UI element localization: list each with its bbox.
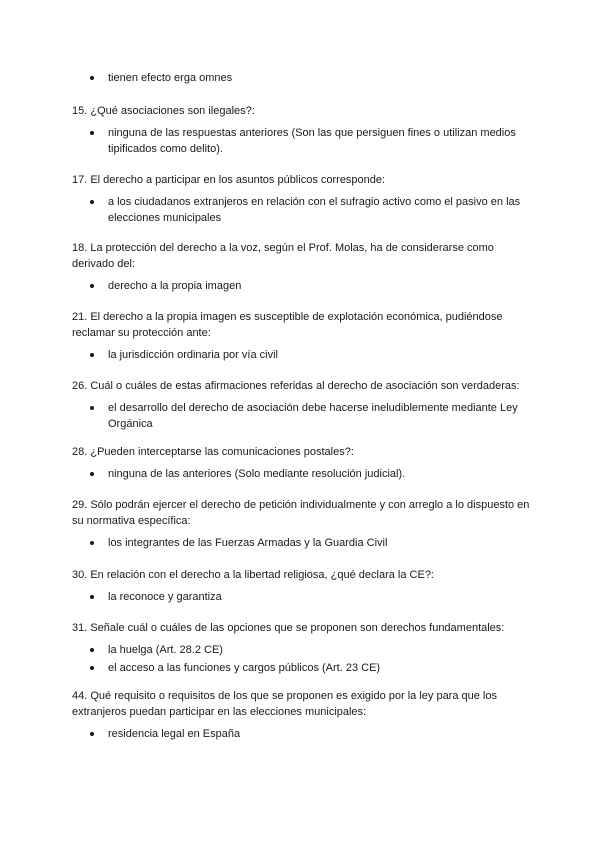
answer-item: ninguna de las anteriores (Solo mediante resolución judicial).: [72, 466, 532, 482]
question-text: 29. Sólo podrán ejercer el derecho de petición individualmente y con arreglo a lo dispuesto en su normativa específica:: [72, 499, 530, 527]
question-text: 44. Qué requisito o requisitos de los que se proponen es exigido por la ley para que los extranjeros puedan participar en las elecciones municipales:: [72, 690, 497, 718]
question-block: [72, 688, 532, 744]
answer-item: a los ciudadanos extranjeros en relación con el sufragio activo como el pasivo en las elecciones municipales: [72, 194, 532, 226]
question-block: [72, 567, 532, 607]
answer-list: [72, 466, 532, 482]
question-text: 30. En relación con el derecho a la libertad religiosa, ¿qué declara la CE?:: [72, 569, 434, 581]
answer-item: residencia legal en España: [72, 726, 532, 742]
question-text: 21. El derecho a la propia imagen es susceptible de explotación económica, pudiéndose reclamar su protección ante:: [72, 311, 503, 339]
answer-item: los integrantes de las Fuerzas Armadas y la Guardia Civil: [72, 535, 532, 551]
answer-list: [72, 726, 532, 742]
question-text: 15. ¿Qué asociaciones son ilegales?:: [72, 105, 255, 117]
answer-item: la jurisdicción ordinaria por vía civil: [72, 347, 532, 363]
answer-item: ninguna de las respuestas anteriores (Son las que persiguen fines o utilizan medios tipificados como delito).: [72, 125, 532, 157]
answer-item: la huelga (Art. 28.2 CE): [72, 642, 532, 658]
question-text: 17. El derecho a participar en los asuntos públicos corresponde:: [72, 174, 386, 186]
answer-list: [72, 125, 532, 157]
question-block: [72, 497, 532, 553]
answer-list: [72, 400, 532, 432]
answer-list: [72, 347, 532, 363]
answer-list: [72, 589, 532, 605]
question-block: [72, 378, 532, 434]
question-block: [72, 172, 532, 228]
answer-list: [72, 194, 532, 226]
answer-list: [72, 535, 532, 551]
answer-list: [72, 70, 532, 86]
question-block: [72, 70, 532, 88]
question-text: 18. La protección del derecho a la voz, según el Prof. Molas, ha de considerarse como derivado del:: [72, 242, 494, 270]
answer-item: el desarrollo del derecho de asociación debe hacerse ineludiblemente mediante Ley Orgánica: [72, 400, 532, 432]
answer-item: el acceso a las funciones y cargos públicos (Art. 23 CE): [72, 660, 532, 676]
answer-item: tienen efecto erga omnes: [72, 70, 532, 86]
question-text: 26. Cuál o cuáles de estas afirmaciones referidas al derecho de asociación son verdaderas:: [72, 380, 520, 392]
answer-item: derecho a la propia imagen: [72, 278, 532, 294]
question-block: [72, 309, 532, 365]
answer-list: [72, 642, 532, 676]
question-text: 28. ¿Pueden interceptarse las comunicaciones postales?:: [72, 446, 354, 458]
question-block: [72, 444, 532, 484]
answer-list: [72, 278, 532, 294]
question-block: [72, 103, 532, 159]
question-block: [72, 620, 532, 678]
question-text: 31. Señale cuál o cuáles de las opciones que se proponen son derechos fundamentales:: [72, 622, 505, 634]
question-block: [72, 240, 532, 296]
answer-item: la reconoce y garantiza: [72, 589, 532, 605]
